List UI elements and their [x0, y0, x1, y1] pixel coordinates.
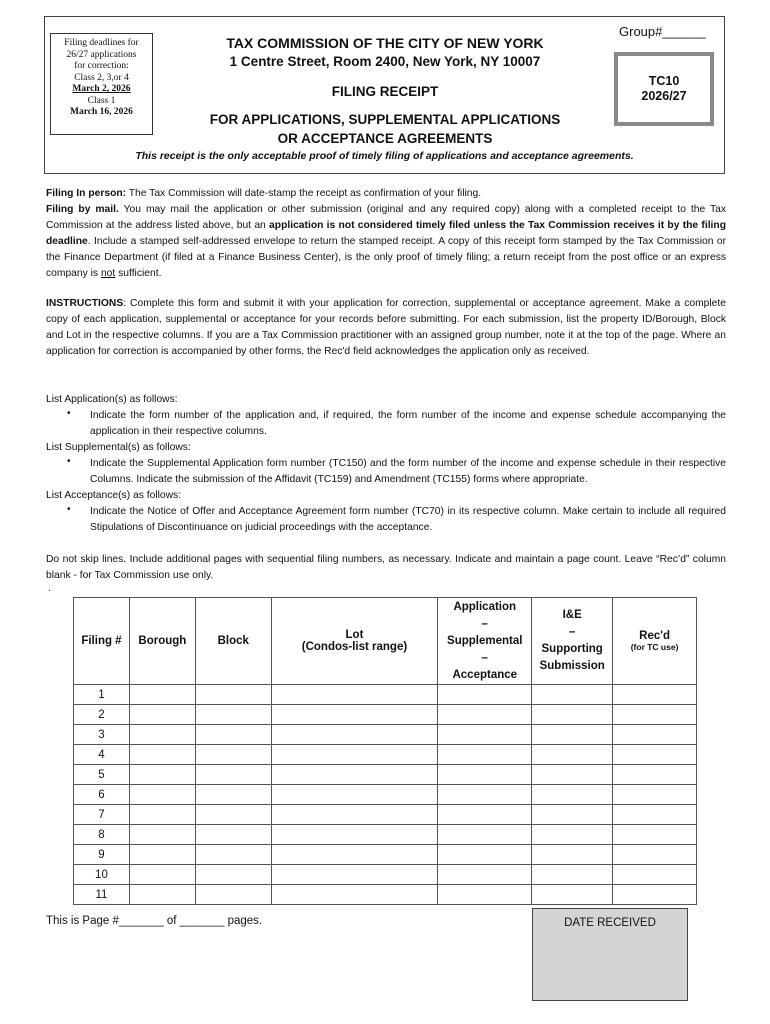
row-filing-number: 9	[74, 845, 130, 865]
row-filing-number: 2	[74, 705, 130, 725]
recd-cell[interactable]	[613, 805, 697, 825]
bullet-icon: •	[67, 408, 71, 419]
skip-lines-note: Do not skip lines. Include additional pages with sequential filing numbers, as necessary. Indicate and maintain a page count. Leave “Rec’d” column blank - for Tax Commission use only.	[46, 554, 726, 582]
borough-cell[interactable]	[129, 685, 195, 705]
application-cell[interactable]	[438, 705, 532, 725]
filing-instructions	[46, 186, 726, 283]
table-row	[74, 725, 697, 745]
block-cell[interactable]	[195, 765, 271, 785]
row-filing-number: 1	[74, 685, 130, 705]
instructions-text: : Complete this form and submit it with your application for correction, supplemental or acceptance agreement. Make a complete copy of each application, supplemental or acceptance for your records before submitting. For each submission, list the property ID/Borough, Block and Lot in the respective columns. If you are a Tax Commission practitioner with an assigned group number, note it at the top of the page. Where an application for correction is accompanied by other forms, the Rec'd field acknowledges the application only as received.	[46, 298, 726, 358]
mail-label: Filing by mail.	[46, 204, 119, 216]
col-app-line: –	[481, 617, 488, 630]
block-cell[interactable]	[195, 845, 271, 865]
deadline-line: Class 1	[87, 95, 116, 106]
supp-bullet: Indicate the Supplemental Application form number (TC150) and the form number of the income and expense schedule in their respective Columns. Indicate the submission of the Affidavit (TC159) and Amendment (TC155) forms where appropriate.	[90, 458, 726, 486]
table-row	[74, 805, 697, 825]
filing-receipt-title: FILING RECEIPT	[331, 84, 439, 99]
filing-table	[73, 597, 697, 905]
recd-cell[interactable]	[613, 745, 697, 765]
deadline-line: for correction:	[74, 61, 129, 71]
lot-cell[interactable]	[271, 845, 438, 865]
row-filing-number: 4	[74, 745, 130, 765]
instructions-paragraph	[46, 296, 726, 360]
block-cell[interactable]	[195, 685, 271, 705]
col-ie-line: Supporting	[541, 643, 603, 655]
lot-cell[interactable]	[271, 765, 438, 785]
instructions-label: INSTRUCTIONS	[46, 298, 124, 309]
mail-not: not	[100, 268, 116, 280]
acc-heading: List Acceptance(s) as follows:	[46, 490, 182, 501]
lot-cell[interactable]	[271, 805, 438, 825]
table-row	[74, 785, 697, 805]
row-filing-number: 3	[74, 725, 130, 745]
block-cell[interactable]	[195, 865, 271, 885]
application-cell[interactable]	[438, 725, 532, 745]
ie-cell[interactable]	[532, 865, 613, 885]
col-ie	[532, 598, 613, 685]
row-filing-number: 5	[74, 765, 130, 785]
table-row	[74, 885, 697, 905]
borough-cell[interactable]	[129, 705, 195, 725]
deadline-line: Filing deadlines for	[64, 38, 139, 48]
deadline-line: 26/27 applications	[66, 49, 137, 60]
borough-cell[interactable]	[129, 845, 195, 865]
borough-cell[interactable]	[129, 865, 195, 885]
row-filing-number: 11	[74, 885, 130, 905]
table-header-row	[74, 598, 697, 685]
recd-cell[interactable]	[613, 885, 697, 905]
col-lot	[271, 598, 438, 685]
col-app-line: Supplemental	[447, 634, 523, 647]
ie-cell[interactable]	[532, 685, 613, 705]
table-row	[74, 825, 697, 845]
block-cell[interactable]	[195, 805, 271, 825]
in-person-label: Filing In person:	[46, 188, 127, 199]
block-cell[interactable]	[195, 785, 271, 805]
col-app-line: –	[481, 651, 488, 664]
table-row	[74, 745, 697, 765]
date-received-box	[532, 908, 688, 1001]
col-app-line: Application	[453, 600, 517, 613]
row-filing-number: 8	[74, 825, 130, 845]
table-row	[74, 765, 697, 785]
ie-cell[interactable]	[532, 825, 613, 845]
form-code: TC10	[648, 74, 680, 88]
filing-deadline-box	[50, 33, 153, 135]
ie-cell[interactable]	[532, 885, 613, 905]
form-year: 2026/27	[641, 89, 687, 103]
recd-cell[interactable]	[613, 785, 697, 805]
col-borough: Borough	[129, 598, 195, 685]
ie-cell[interactable]	[532, 805, 613, 825]
ie-cell[interactable]	[532, 725, 613, 745]
col-app-line: Acceptance	[452, 668, 518, 681]
apps-heading: List Application(s) as follows:	[46, 394, 178, 405]
application-cell[interactable]	[438, 765, 532, 785]
date-received-label: DATE RECEIVED	[564, 917, 656, 929]
col-lot-sub: (Condos-list range)	[301, 641, 408, 653]
lot-cell[interactable]	[271, 685, 438, 705]
col-recd	[613, 598, 697, 685]
recd-cell[interactable]	[613, 685, 697, 705]
table-row	[74, 845, 697, 865]
deadline-date-class234: March 2, 2026	[72, 84, 131, 94]
bullet-icon: •	[67, 504, 71, 515]
lot-cell[interactable]	[271, 705, 438, 725]
col-recd-sub: (for TC use)	[630, 642, 679, 652]
table-row	[74, 705, 697, 725]
lot-cell[interactable]	[271, 745, 438, 765]
mail-text: You may mail the application or other submission (original and any required copy) along with a completed receipt to the Tax Commission at the address listed above, but an	[46, 204, 726, 232]
borough-cell[interactable]	[129, 825, 195, 845]
recd-cell[interactable]	[613, 865, 697, 885]
recd-cell[interactable]	[613, 725, 697, 745]
subtitle-line2: OR ACCEPTANCE AGREEMENTS	[277, 131, 493, 146]
lot-cell[interactable]	[271, 725, 438, 745]
acc-bullet: Indicate the Notice of Offer and Acceptance Agreement form number (TC70) in its respective column. Make certain to include all required Stipulations of Discontinuance on judicial proceedings with the acceptance.	[90, 506, 726, 534]
ie-cell[interactable]	[532, 785, 613, 805]
col-block: Block	[195, 598, 271, 685]
mail-text: . Include a stamped self-addressed envelope to return the stamped receipt. A copy of this receipt form stamped by the Tax Commission or the Finance Department (if filed at a Finance Business Center), is the only proof of timely filing; a return receipt from the post office or an express company is	[46, 236, 726, 280]
block-cell[interactable]	[195, 705, 271, 725]
apps-bullet: Indicate the form number of the application and, if required, the form number of the income and expense schedule accompanying the application in their respective columns.	[90, 410, 726, 438]
supp-heading: List Supplemental(s) as follows:	[46, 442, 191, 453]
recd-cell[interactable]	[613, 765, 697, 785]
commission-address: 1 Centre Street, Room 2400, New York, NY 10007	[229, 54, 541, 69]
recd-cell[interactable]	[613, 705, 697, 725]
block-cell[interactable]	[195, 825, 271, 845]
col-ie-line: Submission	[539, 660, 605, 672]
deadline-line: Class 2, 3,or 4	[74, 72, 129, 83]
lot-cell[interactable]	[271, 825, 438, 845]
application-cell[interactable]	[438, 825, 532, 845]
col-lot-title: Lot	[345, 629, 364, 641]
lot-cell[interactable]	[271, 885, 438, 905]
row-filing-number: 7	[74, 805, 130, 825]
lot-cell[interactable]	[271, 865, 438, 885]
ie-cell[interactable]	[532, 705, 613, 725]
col-ie-line: I&E	[562, 609, 582, 621]
application-cell[interactable]	[438, 845, 532, 865]
col-application	[438, 598, 532, 685]
block-cell[interactable]	[195, 745, 271, 765]
application-cell[interactable]	[438, 805, 532, 825]
subtitle-line1: FOR APPLICATIONS, SUPPLEMENTAL APPLICATIONS	[209, 112, 561, 127]
page-count-line: This is Page #_______ of _______ pages.	[46, 915, 263, 927]
commission-title: TAX COMMISSION OF THE CITY OF NEW YORK	[226, 35, 544, 51]
ie-cell[interactable]	[532, 745, 613, 765]
stray-dot: .	[48, 583, 51, 594]
mail-deadline-warning: application is not considered timely filed unless the Tax Commission receives it by the filing deadline	[46, 220, 726, 248]
col-ie-line: –	[568, 626, 576, 638]
group-number-field[interactable]: Group#______	[619, 24, 706, 39]
borough-cell[interactable]	[129, 725, 195, 745]
proof-note: This receipt is the only acceptable proof of timely filing of applications and acceptance agreements.	[135, 150, 634, 162]
in-person-text: The Tax Commission will date-stamp the receipt as confirmation of your filing.	[126, 188, 482, 199]
block-cell[interactable]	[195, 885, 271, 905]
row-filing-number: 6	[74, 785, 130, 805]
col-recd-title: Rec'd	[639, 630, 670, 642]
borough-cell[interactable]	[129, 885, 195, 905]
row-filing-number: 10	[74, 865, 130, 885]
recd-cell[interactable]	[613, 825, 697, 845]
table-row	[74, 685, 697, 705]
form-code-box	[614, 52, 714, 126]
mail-text: sufficient.	[115, 268, 162, 280]
deadline-date-class1: March 16, 2026	[70, 107, 133, 117]
borough-cell[interactable]	[129, 805, 195, 825]
ie-cell[interactable]	[532, 765, 613, 785]
recd-cell[interactable]	[613, 845, 697, 865]
block-cell[interactable]	[195, 725, 271, 745]
col-filing-number: Filing #	[74, 598, 130, 685]
ie-cell[interactable]	[532, 845, 613, 865]
table-row	[74, 865, 697, 885]
borough-cell[interactable]	[129, 785, 195, 805]
application-cell[interactable]	[438, 745, 532, 765]
bullet-icon: •	[67, 456, 71, 467]
application-cell[interactable]	[438, 865, 532, 885]
application-cell[interactable]	[438, 685, 532, 705]
application-cell[interactable]	[438, 785, 532, 805]
borough-cell[interactable]	[129, 745, 195, 765]
application-cell[interactable]	[438, 885, 532, 905]
lot-cell[interactable]	[271, 785, 438, 805]
borough-cell[interactable]	[129, 765, 195, 785]
